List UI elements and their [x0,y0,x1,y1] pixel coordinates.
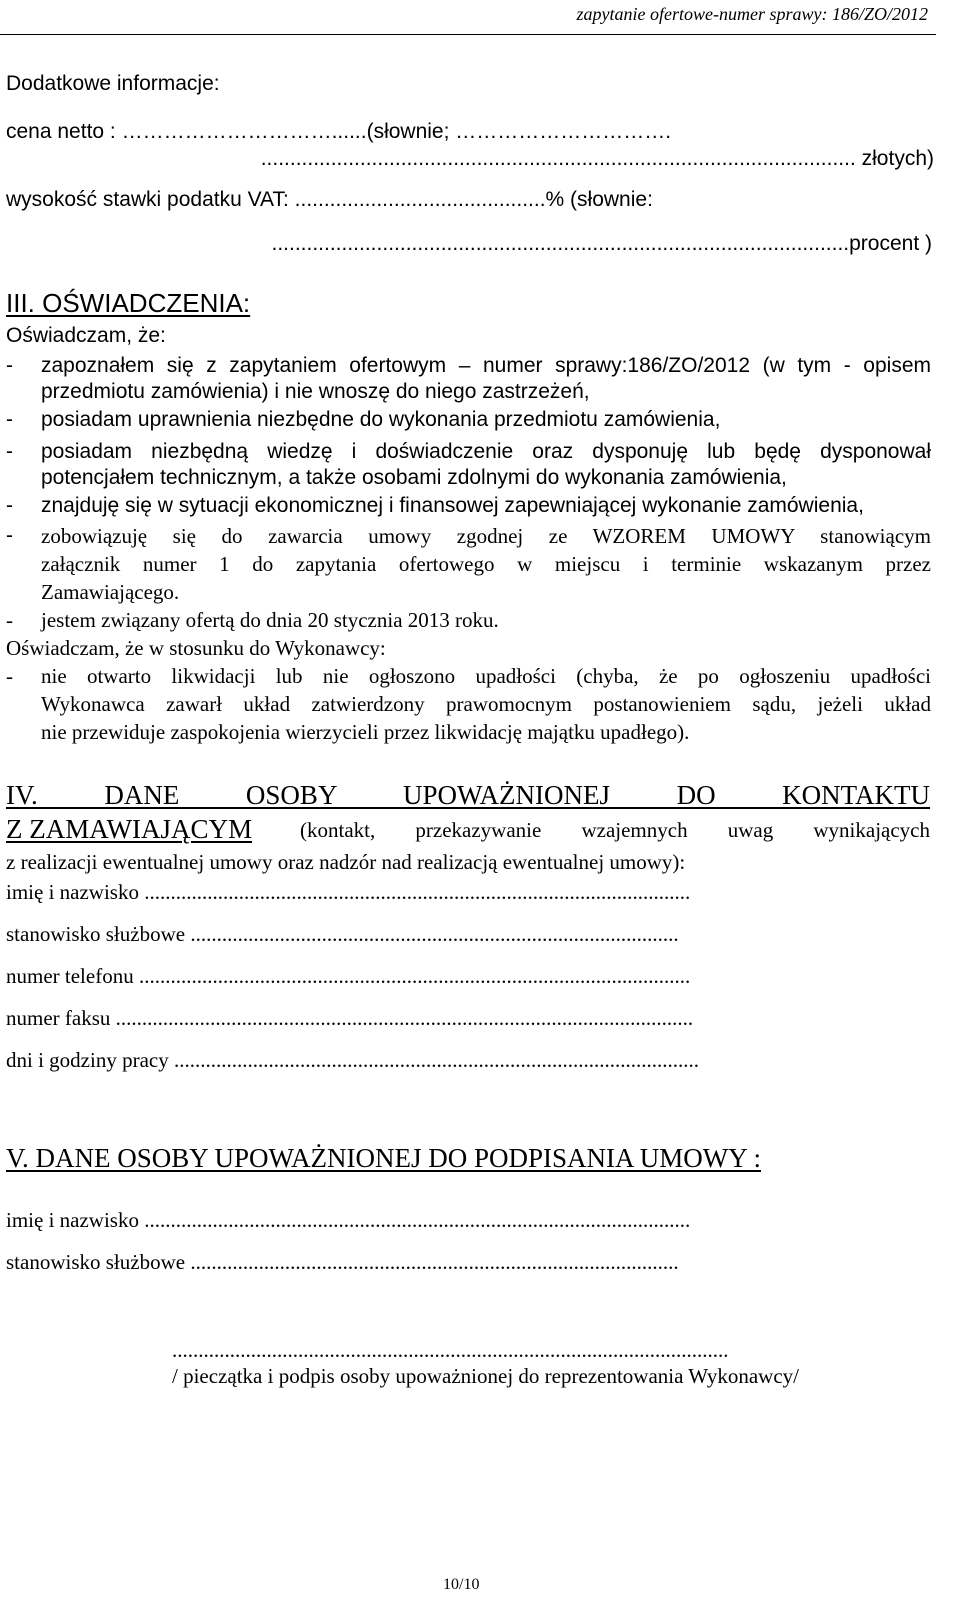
section-3-title: III. OŚWIADCZENIA: [6,288,251,318]
page-number: 10/10 [443,1576,480,1593]
contact-fax-field: numer faksu .............................................................................................................. [6,1006,694,1030]
statement-item-7: nie otwarto likwidacji lub nie ogłoszono upadłości (chyba, że po ogłoszeniu upadłości [41,664,931,688]
vat-line: wysokość stawki podatku VAT: ...........................................% (słownie: [6,188,653,211]
statement-item-5: zobowiązuję się do zawarcia umowy zgodnej ze WZOREM UMOWY stanowiącym [41,524,931,548]
signature-caption: / pieczątka i podpis osoby upoważnionej do reprezentowania Wykonawcy/ [172,1364,799,1388]
statement-item-3: posiadam niezbędną wiedzę i doświadczenie oraz dysponuję lub będę dysponował [41,440,931,463]
bullet-dash: - [6,608,13,632]
section-5-title: V. DANE OSOBY UPOWAŻNIONEJ DO PODPISANIA UMOWY : [6,1143,762,1173]
header-rule [0,34,936,35]
section-4-title: IV. DANE OSOBY UPOWAŻNIONEJ DO KONTAKTU [6,780,930,810]
statement-item-6: jestem związany ofertą do dnia 20 stycznia 2013 roku. [41,608,499,632]
bullet-dash: - [6,354,13,377]
section-4-title-cont: Z ZAMAWIAJĄCYM [6,814,253,844]
contact-hours-field: dni i godziny pracy .................................................................................................... [6,1048,699,1072]
statement-intro-2: Oświadczam, że w stosunku do Wykonawcy: [6,636,386,660]
statement-item-7-cont: Wykonawca zawarł układ zatwierdzony prawomocnym postanowieniem sądu, jeżeli układ [41,692,931,716]
bullet-dash: - [6,524,13,547]
statement-item-1: zapoznałem się z zapytaniem ofertowym – numer sprawy:186/ZO/2012 (w tym - opisem [41,354,931,377]
statement-item-7-cont: nie przewiduje zaspokojenia wierzycieli przez likwidację majątku upadłego). [41,720,690,744]
statement-item-5-cont: Zamawiającego. [41,580,180,604]
bullet-dash: - [6,494,13,517]
contact-name-field: imię i nazwisko ........................................................................................................ [6,880,691,904]
contact-phone-field: numer telefonu ......................................................................................................... [6,964,691,988]
additional-info-title: Dodatkowe informacje: [6,72,220,95]
statement-item-3-cont: potencjałem technicznym, a także osobami zdolnymi do wykonania zamówienia, [41,466,787,489]
statement-item-1-cont: przedmiotu zamówienia) i nie wnoszę do niego zastrzeżeń, [41,380,590,403]
bullet-dash: - [6,664,13,688]
vat-words-line: ...................................................................................................procent ) [271,232,932,255]
statement-item-4: znajduję się w sytuacji ekonomicznej i finansowej zapewniającej wykonanie zamówienia, [41,494,864,517]
bullet-dash: - [6,440,13,463]
signature-line: .......................................................................................................... [172,1338,729,1362]
running-header: zapytanie ofertowe-numer sprawy: 186/ZO/2012 [576,4,928,24]
statement-intro: Oświadczam, że: [6,324,166,347]
section-4-description: (kontakt, przekazywanie wzajemnych uwag wynikających [300,818,930,842]
contact-position-field: stanowisko służbowe ............................................................................................. [6,922,679,946]
signer-position-field: stanowisko służbowe ............................................................................................. [6,1250,679,1274]
statement-item-2: posiadam uprawnienia niezbędne do wykonania przedmiotu zamówienia, [41,408,721,431]
bullet-dash: - [6,408,13,431]
net-price-line: cena netto : …………………………......(słownie; …………………………. [6,120,672,143]
section-4-description-cont: z realizacji ewentualnej umowy oraz nadzór nad realizacją ewentualnej umowy): [6,850,686,874]
statement-item-5-cont: załącznik numer 1 do zapytania ofertowego w miejscu i terminie wskazanym przez [41,552,931,576]
signer-name-field: imię i nazwisko ........................................................................................................ [6,1208,691,1232]
net-price-words-line: ...................................................................................................... złotych) [260,147,934,170]
